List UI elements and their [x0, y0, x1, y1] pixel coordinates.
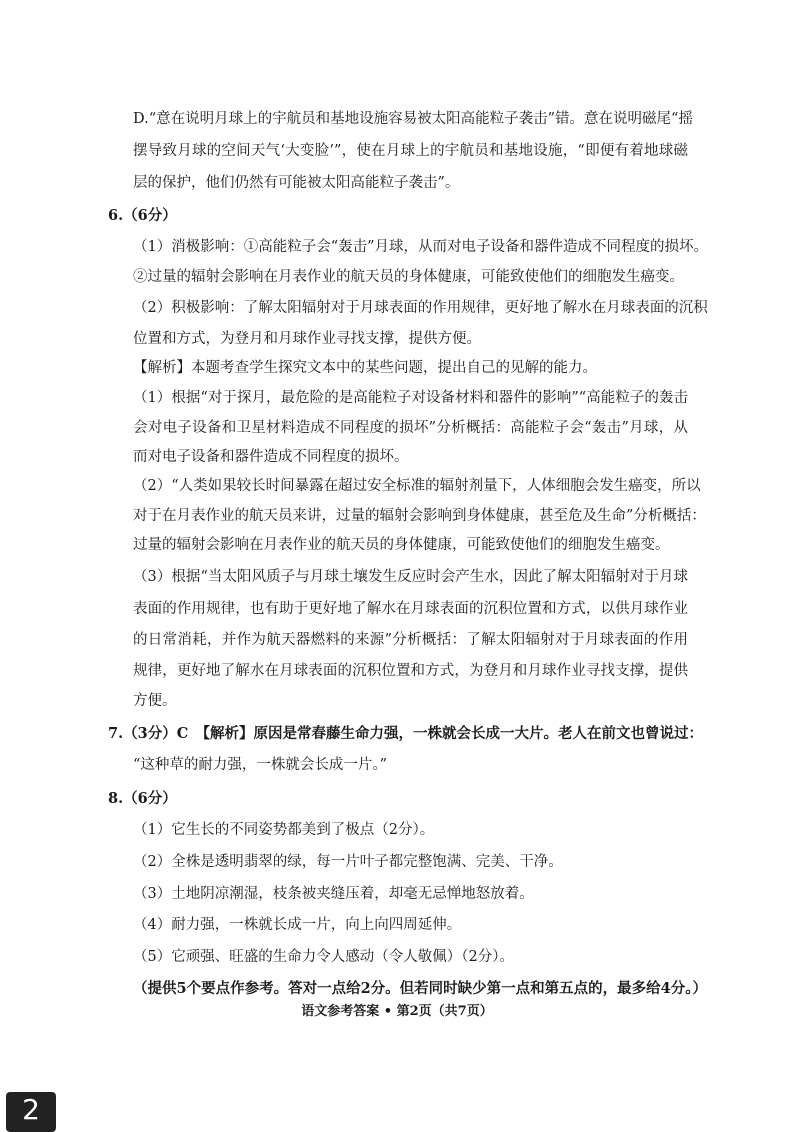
q6-analysis-1a: （1）根据“对于探月，最危险的是高能粒子对设备材料和器件的影响”“高能粒子的轰击: [133, 390, 688, 406]
q5-d-line3: 层的保护，他们仍然有可能被太阳高能粒子袭击”。: [133, 175, 460, 191]
q6-analysis-2c: 过量的辐射会影响在月表作业的航天员的身体健康，可能致使他们的细胞发生癌变。: [133, 537, 670, 553]
q6-analysis-heading: 【解析】本题考查学生探究文本中的某些问题，提出自己的见解的能力。: [133, 360, 597, 376]
q8-item-4: （4）耐力强，一株就长成一片，向上向四周延伸。: [133, 917, 462, 933]
q5-d-line1: D.“意在说明月球上的宇航员和基地设施容易被太阳高能粒子袭击”错。意在说明磁尾“摇: [133, 111, 693, 127]
page-footer: 语文参考答案 • 第2页（共7页）: [301, 1004, 493, 1019]
q6-analysis-3e: 方便。: [133, 693, 177, 709]
q6-answer-2: ②过量的辐射会影响在月表作业的航天员的身体健康，可能致使他们的细胞发生癌变。: [133, 269, 684, 285]
q7-line1: 7.（3分）C 【解析】原因是常春藤生命力强，一株就会长成一大片。老人在前文也曾说过：: [108, 725, 704, 742]
q6-answer-1: （1）消极影响：①高能粒子会“轰击”月球，从而对电子设备和器件造成不同程度的损坏。: [133, 239, 709, 255]
q6-analysis-1b: 会对电子设备和卫星材料造成不同程度的损坏”分析概括：高能粒子会“轰击”月球，从: [133, 420, 688, 436]
q6-analysis-3a: （3）根据“当太阳风质子与月球土壤发生反应时会产生水，因此了解太阳辐射对于月球: [133, 569, 688, 585]
q7-line2: “这种草的耐力强，一株就会长成一片。”: [133, 757, 388, 773]
q6-analysis-3c: 的日常消耗，并作为航天器燃料的来源”分析概括：了解太阳辐射对于月球表面的作用: [133, 632, 688, 648]
q6-answer-4: 位置和方式，为登月和月球作业寻找支撑，提供方便。: [133, 331, 481, 347]
q6-analysis-2b: 对于在月表作业的航天员来讲，过量的辐射会影响到身体健康，甚至危及生命”分析概括：: [133, 508, 706, 524]
q8-item-2: （2）全株是透明翡翠的绿，每一片叶子都完整饱满、完美、干净。: [133, 854, 563, 870]
q6-analysis-1c: 而对电子设备和器件造成不同程度的损坏。: [133, 449, 409, 465]
q6-answer-3: （2）积极影响：了解太阳辐射对于月球表面的作用规律，更好地了解水在月球表面的沉积: [133, 300, 708, 316]
q6-analysis-2a: （2）“人类如果较长时间暴露在超过安全标准的辐射剂量下，人体细胞会发生癌变，所以: [133, 478, 701, 494]
q8-heading: 8.（6分）: [108, 790, 177, 807]
q6-analysis-3b: 表面的作用规律，也有助于更好地了解水在月球表面的沉积位置和方式，以供月球作业: [133, 601, 688, 617]
q8-item-5: （5）它顽强、旺盛的生命力令人感动（令人敬佩）（2分）。: [133, 949, 514, 965]
q8-item-1: （1）它生长的不同姿势都美到了极点（2分）。: [133, 822, 435, 838]
page-number-badge: 2: [6, 1092, 56, 1132]
q8-note: （提供5个要点作参考。答对一点给2分。但若同时缺少第一点和第五点的，最多给4分。）: [133, 980, 708, 997]
q6-heading: 6.（6分）: [108, 207, 177, 224]
q8-item-3: （3）土地阴凉潮湿，枝条被夹缝压着，却毫无忌惮地怒放着。: [133, 886, 534, 902]
q5-d-line2: 摆导致月球的空间天气‘大变脸’”，使在月球上的宇航员和基地设施，“即便有着地球磁: [133, 143, 688, 159]
q6-analysis-3d: 规律，更好地了解水在月球表面的沉积位置和方式，为登月和月球作业寻找支撑，提供: [133, 663, 688, 679]
